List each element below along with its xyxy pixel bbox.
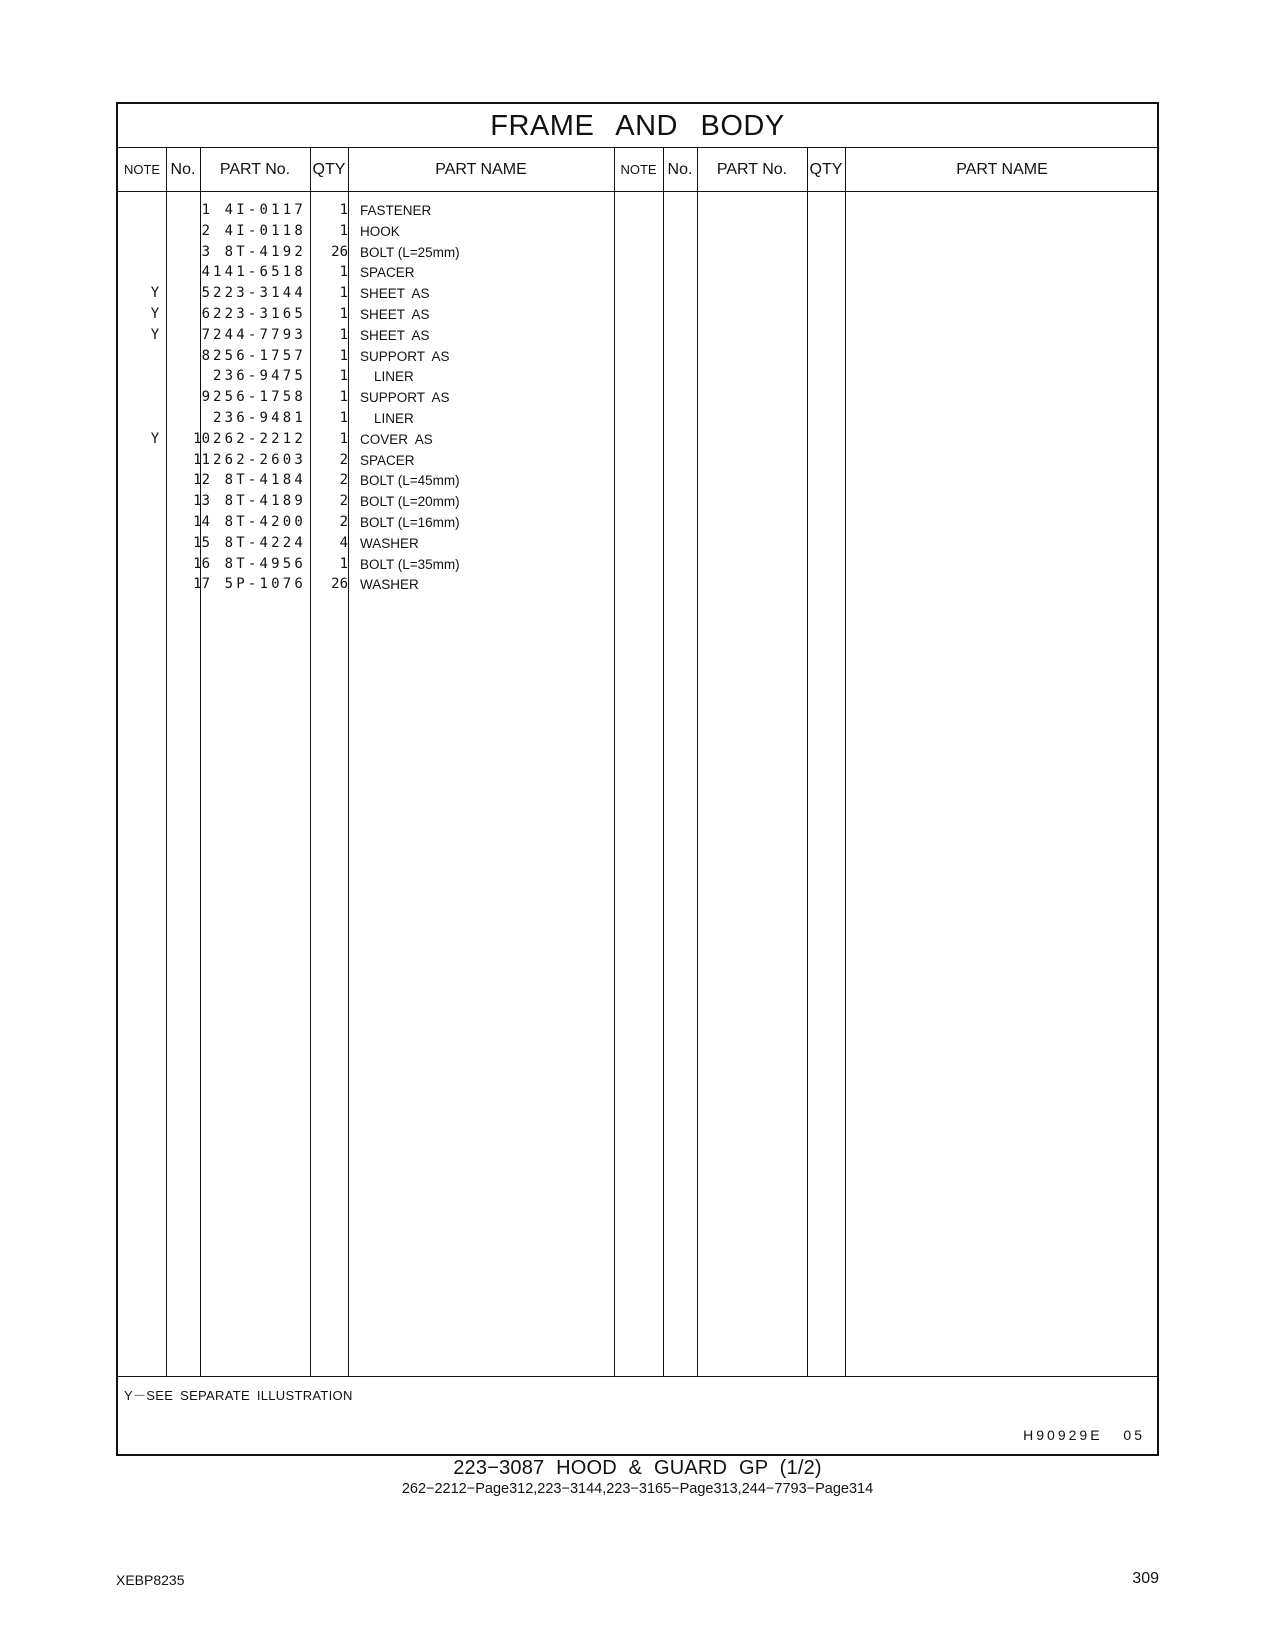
part-name-cell: WASHER bbox=[360, 577, 419, 593]
page-number: 309 bbox=[1132, 1570, 1159, 1587]
part-name-cell: WASHER bbox=[360, 535, 419, 551]
part-name-cell: HOOK bbox=[360, 223, 400, 239]
item-number-cell: 6 bbox=[201, 306, 210, 322]
header-part-no-left: PART No. bbox=[219, 161, 291, 178]
quantity-cell: 4 bbox=[339, 534, 348, 551]
table-row bbox=[118, 242, 1157, 264]
part-number-cell: 4I-0118 bbox=[224, 222, 306, 239]
table-header bbox=[118, 148, 1157, 192]
header-qty-right: QTY bbox=[809, 161, 843, 178]
header-qty-left: QTY bbox=[312, 161, 346, 178]
part-number-cell: 256-1758 bbox=[212, 389, 306, 406]
footnote: Y－SEE SEPARATE ILLUSTRATION bbox=[124, 1388, 353, 1403]
quantity-cell: 1 bbox=[339, 202, 348, 218]
part-number-cell: 223-3144 bbox=[212, 285, 306, 302]
part-name-cell: BOLT (L=35mm) bbox=[360, 556, 460, 572]
note-cell: Y bbox=[150, 326, 160, 343]
item-number-cell: 1 bbox=[201, 202, 210, 218]
table-row bbox=[118, 470, 1157, 492]
quantity-cell: 26 bbox=[331, 243, 348, 260]
header-part-name-right: PART NAME bbox=[956, 161, 1048, 178]
header-no-left: No. bbox=[170, 161, 196, 178]
quantity-cell: 1 bbox=[339, 555, 348, 572]
table-row bbox=[118, 512, 1157, 534]
quantity-cell: 1 bbox=[339, 264, 348, 281]
table-row bbox=[118, 304, 1157, 326]
item-number-cell: 2 bbox=[201, 222, 210, 239]
item-number-cell: 7 bbox=[201, 326, 210, 343]
table-row bbox=[118, 283, 1157, 305]
part-name-cell: BOLT (L=45mm) bbox=[360, 473, 460, 489]
part-number-cell: 8T-4189 bbox=[224, 493, 306, 510]
part-name-cell: SHEET AS bbox=[360, 286, 430, 302]
item-number-cell: 14 bbox=[193, 514, 210, 530]
table-row bbox=[118, 574, 1157, 596]
quantity-cell: 2 bbox=[339, 514, 348, 530]
part-number-cell: 262-2603 bbox=[212, 451, 306, 468]
part-number-cell: 262-2212 bbox=[212, 430, 306, 447]
part-number-cell: 236-9481 bbox=[212, 410, 306, 426]
quantity-cell: 1 bbox=[339, 347, 348, 364]
item-number-cell: 9 bbox=[201, 389, 210, 406]
part-name-cell: BOLT (L=20mm) bbox=[360, 494, 460, 510]
note-cell: Y bbox=[150, 430, 160, 447]
table-row bbox=[118, 221, 1157, 243]
note-cell: Y bbox=[150, 306, 160, 322]
quantity-cell: 2 bbox=[339, 472, 348, 489]
part-number-cell: 256-1757 bbox=[212, 347, 306, 364]
item-number-cell: 15 bbox=[193, 534, 210, 551]
part-number-cell: 8T-4192 bbox=[224, 243, 306, 260]
part-number-cell: 8T-4224 bbox=[224, 534, 306, 551]
part-name-cell: SHEET AS bbox=[360, 307, 430, 322]
table-row bbox=[118, 491, 1157, 513]
quantity-cell: 1 bbox=[339, 326, 348, 343]
table-row bbox=[118, 346, 1157, 368]
part-name-cell: FASTENER bbox=[360, 203, 432, 218]
quantity-cell: 1 bbox=[339, 368, 348, 385]
caption-title: 223−3087 HOOD & GUARD GP (1/2) bbox=[453, 1457, 822, 1479]
item-number-cell: 4 bbox=[201, 264, 210, 281]
quantity-cell: 2 bbox=[339, 493, 348, 510]
part-number-cell: 8T-4200 bbox=[224, 514, 306, 530]
header-note-left: NOTE bbox=[123, 162, 161, 177]
item-number-cell: 17 bbox=[193, 576, 210, 593]
table-footer bbox=[118, 1376, 1157, 1454]
part-name-cell: COVER AS bbox=[360, 431, 433, 447]
item-number-cell: 3 bbox=[201, 243, 210, 260]
header-no-right: No. bbox=[667, 161, 693, 178]
quantity-cell: 1 bbox=[339, 430, 348, 447]
item-number-cell: 8 bbox=[201, 347, 210, 364]
item-number-cell: 11 bbox=[193, 451, 210, 468]
table-row bbox=[118, 408, 1157, 430]
part-number-cell: 236-9475 bbox=[212, 368, 306, 385]
part-number-cell: 141-6518 bbox=[212, 264, 306, 281]
part-number-cell: 8T-4956 bbox=[224, 555, 306, 572]
part-number-cell: 223-3165 bbox=[212, 306, 306, 322]
part-name-cell: SHEET AS bbox=[360, 327, 430, 343]
quantity-cell: 26 bbox=[331, 576, 348, 593]
table-row bbox=[118, 387, 1157, 409]
quantity-cell: 1 bbox=[339, 222, 348, 239]
item-number-cell: 12 bbox=[193, 472, 210, 489]
table-row bbox=[118, 554, 1157, 576]
header-part-name-left: PART NAME bbox=[435, 161, 527, 178]
note-cell: Y bbox=[150, 285, 160, 302]
part-name-cell: SUPPORT AS bbox=[360, 390, 450, 406]
part-name-cell: LINER bbox=[374, 369, 414, 385]
quantity-cell: 1 bbox=[339, 306, 348, 322]
part-name-cell: SPACER bbox=[360, 265, 415, 281]
item-number-cell: 16 bbox=[193, 555, 210, 572]
caption-references: 262−2212−Page312,223−3144,223−3165−Page313,244−7793−Page314 bbox=[401, 1481, 874, 1497]
part-name-cell: SUPPORT AS bbox=[360, 348, 450, 364]
part-number-cell: 8T-4184 bbox=[224, 472, 306, 489]
part-number-cell: 5P-1076 bbox=[224, 576, 306, 593]
reference-code: H90929E 05 bbox=[1023, 1427, 1145, 1443]
item-number-cell: 10 bbox=[193, 430, 210, 447]
item-number-cell: 13 bbox=[193, 493, 210, 510]
table-row bbox=[118, 262, 1157, 284]
quantity-cell: 1 bbox=[339, 389, 348, 406]
header-part-no-right: PART No. bbox=[716, 161, 788, 178]
document-id: XEBP8235 bbox=[116, 1572, 185, 1588]
part-name-cell: BOLT (L=25mm) bbox=[360, 244, 460, 260]
item-number-cell: 5 bbox=[201, 285, 210, 302]
table-row bbox=[118, 450, 1157, 472]
table-row bbox=[118, 200, 1157, 222]
quantity-cell: 2 bbox=[339, 451, 348, 468]
quantity-cell: 1 bbox=[339, 410, 348, 426]
table-row bbox=[118, 429, 1157, 451]
parts-list-frame bbox=[116, 102, 1159, 1456]
part-name-cell: LINER bbox=[374, 411, 414, 426]
section-title: FRAME AND BODY bbox=[118, 104, 1157, 148]
part-name-cell: BOLT (L=16mm) bbox=[360, 515, 460, 530]
part-number-cell: 244-7793 bbox=[212, 326, 306, 343]
table-row bbox=[118, 366, 1157, 388]
part-name-cell: SPACER bbox=[360, 452, 415, 468]
caption bbox=[0, 1456, 1275, 1498]
header-note-right: NOTE bbox=[620, 162, 657, 177]
quantity-cell: 1 bbox=[339, 285, 348, 302]
table-row bbox=[118, 325, 1157, 347]
table-row bbox=[118, 533, 1157, 555]
part-number-cell: 4I-0117 bbox=[224, 202, 306, 218]
